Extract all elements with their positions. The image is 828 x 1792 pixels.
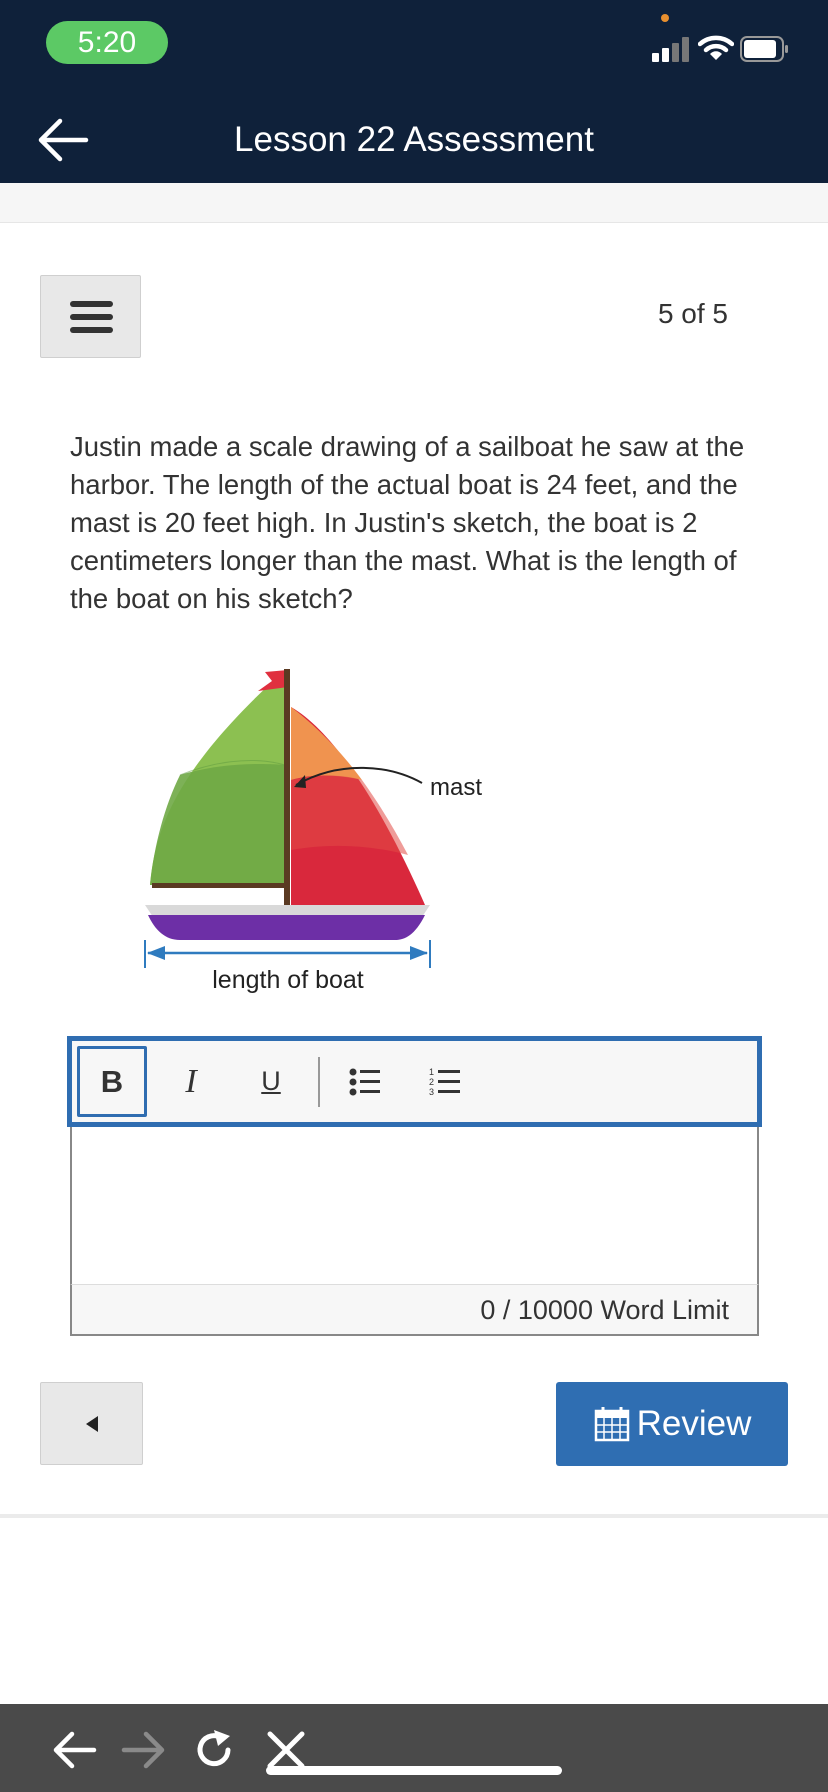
status-time: 5:20: [46, 21, 168, 64]
browser-toolbar: [0, 1704, 828, 1792]
header-divider: [0, 183, 828, 223]
review-button-label: Review: [636, 1404, 752, 1443]
answer-text-area[interactable]: [70, 1127, 759, 1285]
word-limit-counter: 0 / 10000 Word Limit: [480, 1295, 729, 1325]
content-bottom-divider: [0, 1514, 828, 1518]
toolbar-divider: [318, 1057, 320, 1107]
editor-toolbar: [67, 1036, 762, 1127]
battery-icon: [740, 36, 790, 62]
wifi-icon: [698, 34, 734, 62]
numbered-list-button[interactable]: [410, 1046, 480, 1117]
svg-text:2: 2: [429, 1076, 435, 1087]
bullet-list-icon: [349, 1067, 381, 1097]
svg-text:1: 1: [429, 1066, 435, 1077]
svg-text:3: 3: [429, 1086, 435, 1097]
italic-button[interactable]: I: [185, 1062, 197, 1100]
bullet-list-button[interactable]: [330, 1046, 400, 1117]
previous-question-button[interactable]: [40, 1382, 143, 1465]
back-icon[interactable]: [50, 1726, 98, 1774]
privacy-indicator-dot: [661, 14, 669, 22]
app-header: [0, 0, 828, 183]
editor-footer: [70, 1284, 759, 1336]
question-menu-button[interactable]: [40, 275, 141, 358]
question-progress: 5 of 5: [657, 298, 728, 329]
sailboat-figure: [140, 655, 520, 1000]
page-title: Lesson 22 Assessment: [234, 120, 594, 159]
question-text: Justin made a scale drawing of a sailboat he saw at the harbor. The length of the actual boat is 24 feet, and the mast is 20 feet high. In Justin's sketch, the boat is 2 centimeters longer than the mast. What is the length of the boat on his sketch?: [70, 431, 745, 614]
mast-label: mast: [430, 774, 483, 801]
cellular-signal-icon: [652, 36, 692, 62]
calendar-icon: [593, 1405, 631, 1443]
caret-left-icon: [84, 1415, 100, 1433]
underline-button[interactable]: U: [261, 1066, 281, 1096]
home-indicator: [266, 1766, 562, 1775]
length-of-boat-label: length of boat: [212, 966, 364, 994]
forward-icon[interactable]: [120, 1726, 168, 1774]
bold-button[interactable]: B: [77, 1046, 147, 1117]
numbered-list-icon: [429, 1066, 461, 1098]
reload-icon[interactable]: [190, 1726, 238, 1774]
review-button[interactable]: [556, 1382, 788, 1466]
